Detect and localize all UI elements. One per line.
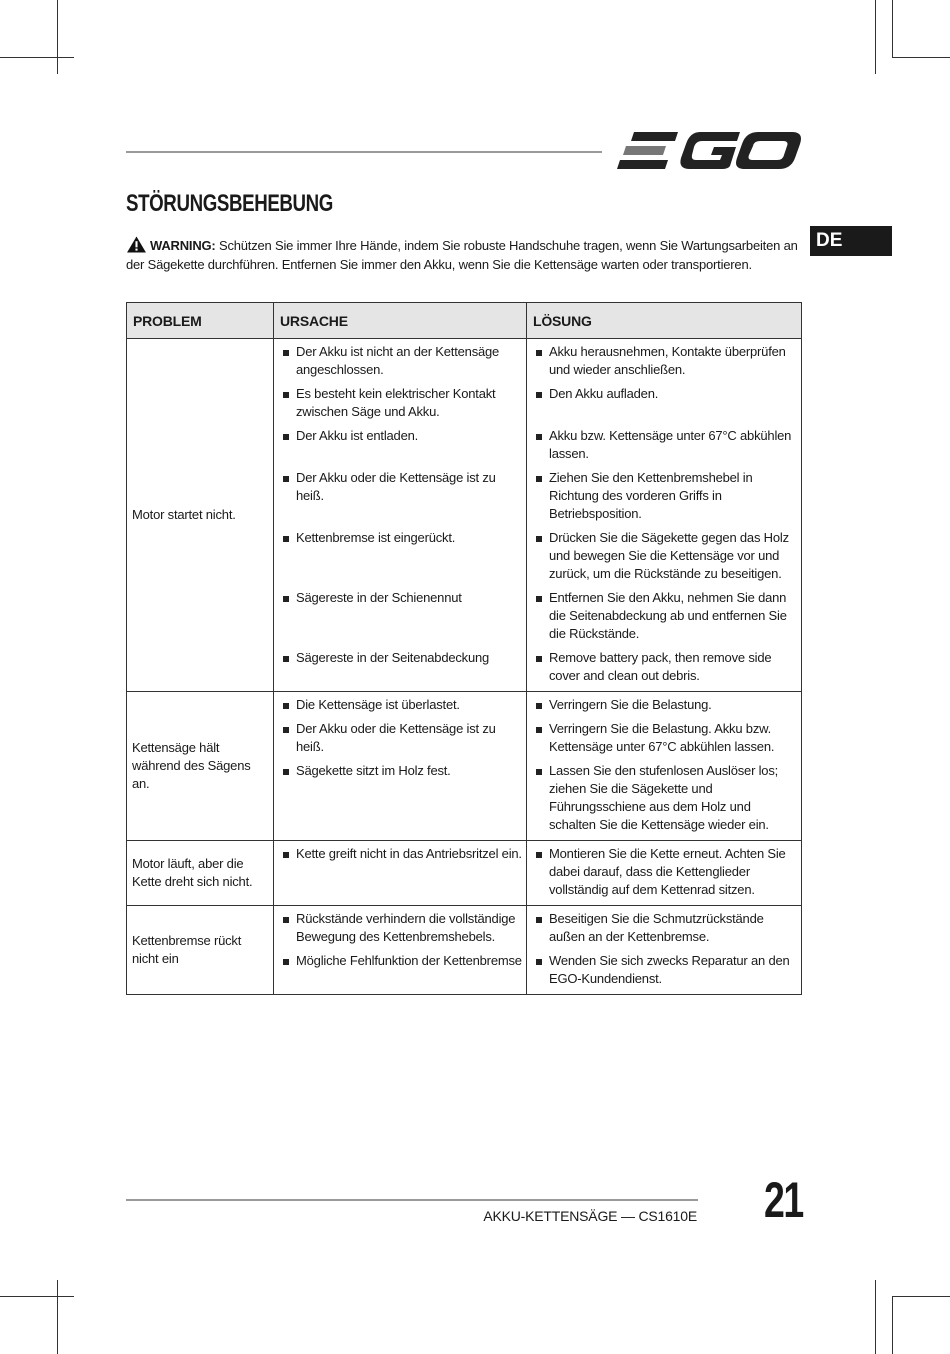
cause-item: Sägekette sitzt im Holz fest.	[280, 762, 522, 780]
solution-item: Akku herausnehmen, Kontakte überprüfen und wieder anschließen.	[533, 343, 797, 379]
warning-triangle-icon	[126, 236, 147, 253]
cause-item: Kette greift nicht in das Antriebsritzel ein.	[280, 845, 522, 863]
solution-item: Entfernen Sie den Akku, nehmen Sie dann die Seitenabdeckung ab und entfernen Sie die Rückstände.	[533, 589, 797, 643]
table-row	[127, 339, 802, 692]
crop-mark	[875, 1280, 876, 1354]
cause-item: Kettenbremse ist eingerückt.	[280, 529, 522, 583]
page-title: STÖRUNGSBEHEBUNG	[126, 190, 333, 217]
problem-cell: Kettensäge hält während des Sägens an.	[127, 692, 274, 841]
solution-item: Akku bzw. Kettensäge unter 67°C abkühlen lassen.	[533, 427, 797, 463]
crop-mark	[57, 1280, 58, 1354]
solution-item: Montieren Sie die Kette erneut. Achten Sie dabei darauf, dass die Kettenglieder vollständig auf dem Kettenrad sitzen.	[533, 845, 797, 899]
crop-mark	[57, 0, 58, 74]
page-number: 21	[764, 1172, 803, 1228]
solution-item: Beseitigen Sie die Schmutzrückstände außen an der Kettenbremse.	[533, 910, 797, 946]
crop-mark	[0, 1296, 74, 1297]
solution-item: Ziehen Sie den Kettenbremshebel in Richtung des vorderen Griffs in Betriebsposition.	[533, 469, 797, 523]
solution-cell	[527, 692, 802, 841]
cause-item: Sägereste in der Schienennut	[280, 589, 522, 643]
table-row	[127, 692, 802, 841]
table-header-row	[127, 303, 802, 339]
warning-text: Schützen Sie immer Ihre Hände, indem Sie robuste Handschuhe tragen, wenn Sie Wartungsarbeiten an der Sägekette durchführen. Entfernen Sie immer den Akku, wenn Sie die Kettensäge warten oder transportieren.	[126, 238, 798, 272]
problem-cell: Motor läuft, aber die Kette dreht sich nicht.	[127, 841, 274, 906]
cause-cell	[274, 906, 527, 995]
warning-notice	[126, 236, 802, 274]
column-header-problem: PROBLEM	[127, 303, 274, 339]
problem-cell: Motor startet nicht.	[127, 339, 274, 692]
solution-item: Wenden Sie sich zwecks Reparatur an den EGO-Kundendienst.	[533, 952, 797, 988]
crop-mark	[892, 1296, 893, 1354]
cause-item: Der Akku ist entladen.	[280, 427, 522, 463]
footer-rule	[126, 1199, 698, 1201]
solution-item: Verringern Sie die Belastung. Akku bzw. Kettensäge unter 67°C abkühlen lassen.	[533, 720, 797, 756]
cause-cell	[274, 841, 527, 906]
crop-mark	[892, 0, 893, 58]
solution-item: Verringern Sie die Belastung.	[533, 696, 797, 714]
column-header-solution: LÖSUNG	[527, 303, 802, 339]
cause-item: Der Akku oder die Kettensäge ist zu heiß.	[280, 720, 522, 756]
ego-logo	[616, 128, 802, 174]
cause-cell	[274, 692, 527, 841]
cause-item: Der Akku ist nicht an der Kettensäge angeschlossen.	[280, 343, 522, 379]
table-row	[127, 841, 802, 906]
solution-item: Den Akku aufladen.	[533, 385, 797, 421]
cause-item: Es besteht kein elektrischer Kontakt zwischen Säge und Akku.	[280, 385, 522, 421]
crop-mark	[0, 57, 74, 58]
cause-item: Mögliche Fehlfunktion der Kettenbremse	[280, 952, 522, 970]
language-tab: DE	[810, 226, 892, 256]
troubleshooting-table	[126, 302, 802, 995]
cause-item: Rückstände verhindern die vollständige Bewegung des Kettenbremshebels.	[280, 910, 522, 946]
table-row	[127, 906, 802, 995]
problem-cell: Kettenbremse rückt nicht ein	[127, 906, 274, 995]
header-rule	[126, 151, 602, 153]
cause-item: Der Akku oder die Kettensäge ist zu heiß.	[280, 469, 522, 523]
warning-label: WARNING:	[150, 238, 216, 253]
footer-product-name: AKKU-KETTENSÄGE — CS1610E	[483, 1208, 697, 1224]
solution-cell	[527, 841, 802, 906]
cause-cell	[274, 339, 527, 692]
solution-cell	[527, 339, 802, 692]
solution-item: Remove battery pack, then remove side cover and clean out debris.	[533, 649, 797, 685]
solution-item: Lassen Sie den stufenlosen Auslöser los; ziehen Sie die Sägekette und Führungsschiene aus dem Holz und schalten Sie die Kettensäge wieder ein.	[533, 762, 797, 834]
column-header-cause: URSACHE	[274, 303, 527, 339]
solution-cell	[527, 906, 802, 995]
solution-item: Drücken Sie die Sägekette gegen das Holz und bewegen Sie die Kettensäge vor und zurück, um die Rückstände zu beseitigen.	[533, 529, 797, 583]
crop-mark	[875, 0, 876, 74]
cause-item: Die Kettensäge ist überlastet.	[280, 696, 522, 714]
cause-item: Sägereste in der Seitenabdeckung	[280, 649, 522, 685]
crop-mark	[892, 57, 950, 58]
crop-mark	[892, 1296, 950, 1297]
